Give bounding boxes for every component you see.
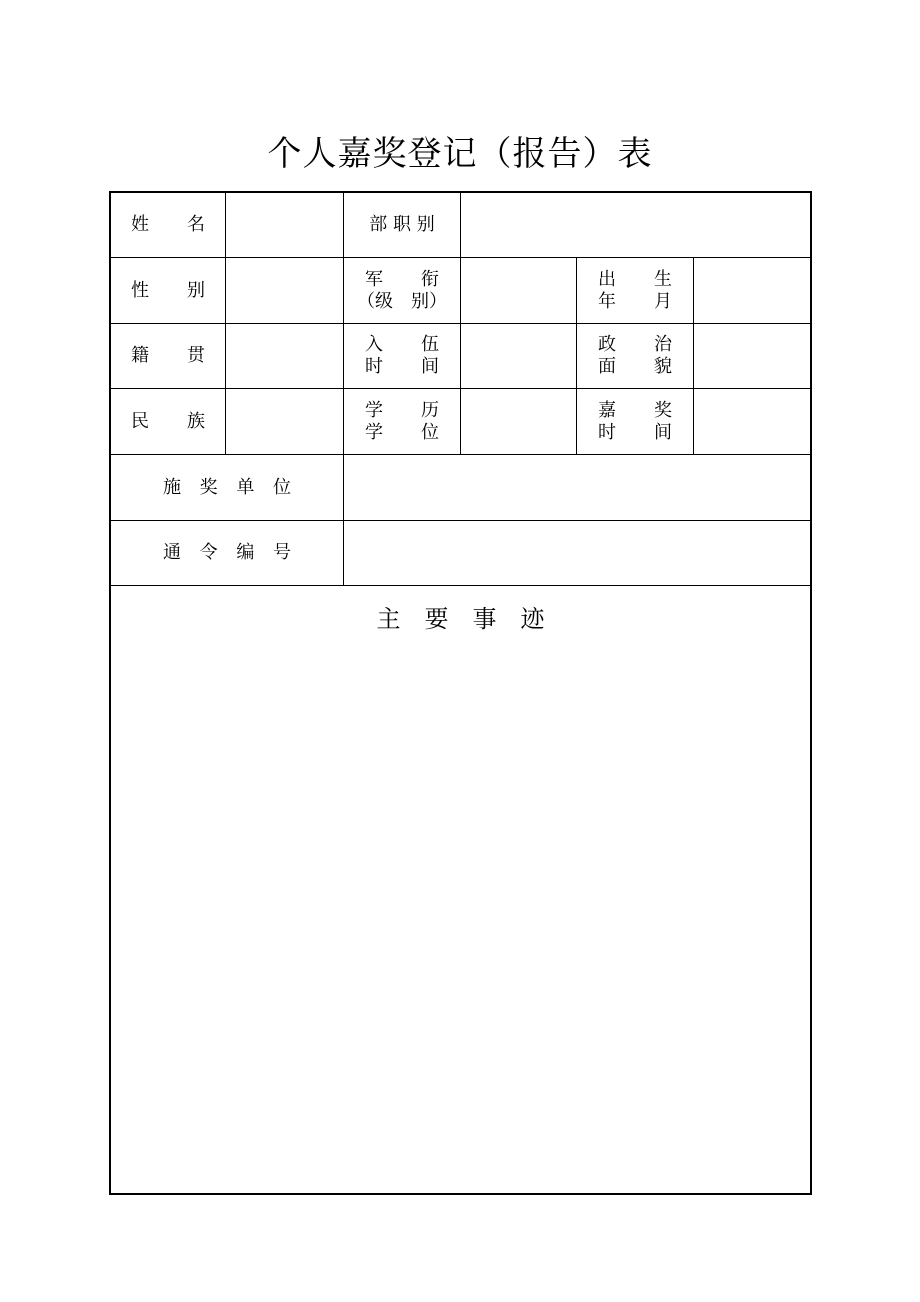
department-label: 部 职 别 [369,214,435,235]
label-char: 入 [365,334,383,355]
label-char: 施 [163,476,181,498]
label-char: 姓 [131,214,149,235]
native-place-label [131,324,205,388]
label-char: 民 [131,410,149,432]
label-char: 年 [598,290,616,312]
label-char: 贯 [187,345,205,366]
registration-form [109,191,812,1195]
label-char: 族 [187,410,205,432]
label-char: 令 [199,542,218,563]
label-char: 名 [187,214,205,235]
label-char: 生 [654,268,672,290]
label-char: 间 [421,356,439,377]
order-number-field[interactable] [344,521,810,585]
enlist-time-label [344,324,460,388]
awarding-unit-label [163,455,291,520]
rank-label-line2: （级 别） [357,290,447,312]
order-number-label [163,521,291,585]
rank-label [344,258,460,323]
birth-field[interactable] [694,258,810,323]
row-divider [111,585,810,586]
gender-field[interactable] [226,258,343,323]
label-char: 别 [187,279,205,301]
label-char: 历 [421,399,439,421]
form-title: 个人嘉奖登记（报告）表 [267,134,653,174]
label-char: 月 [654,290,672,312]
label-char: 貌 [654,356,672,377]
birth-label [577,258,693,323]
gender-label [131,258,205,323]
label-char: 学 [365,399,383,421]
enlist-time-field[interactable] [461,324,576,388]
ethnicity-field[interactable] [226,389,343,454]
label-char: 治 [654,334,672,355]
label-char: 伍 [421,334,439,355]
ethnicity-label [131,389,205,454]
political-status-label [577,324,693,388]
label-char: 奖 [654,399,672,421]
political-status-field[interactable] [694,324,810,388]
label-char: 间 [654,421,672,443]
label-char: 位 [421,421,439,443]
label-char: 面 [598,356,616,377]
main-deeds-heading: 主 要 事 迹 [376,605,545,633]
native-place-field[interactable] [226,324,343,388]
name-field[interactable] [226,193,343,257]
label-char: 编 [236,542,255,563]
commend-time-label [577,389,693,454]
label-char: 时 [598,421,616,443]
name-label [131,193,205,257]
department-field[interactable] [461,193,810,257]
label-char: 军 [365,268,383,290]
label-char: 位 [272,476,291,498]
education-field[interactable] [461,389,576,454]
label-char: 政 [598,334,616,355]
label-char: 号 [272,542,291,563]
education-label [344,389,460,454]
label-char: 出 [598,268,616,290]
label-char: 籍 [131,345,149,366]
rank-field[interactable] [461,258,576,323]
awarding-unit-field[interactable] [344,455,810,520]
commend-time-field[interactable] [694,389,810,454]
label-char: 学 [365,421,383,443]
label-char: 衔 [421,268,439,290]
label-char: 单 [236,476,255,498]
label-char: 嘉 [598,399,616,421]
label-char: 奖 [199,476,218,498]
label-char: 时 [365,356,383,377]
label-char: 通 [163,542,181,563]
main-deeds-field[interactable] [121,643,800,1183]
label-char: 性 [131,279,149,301]
